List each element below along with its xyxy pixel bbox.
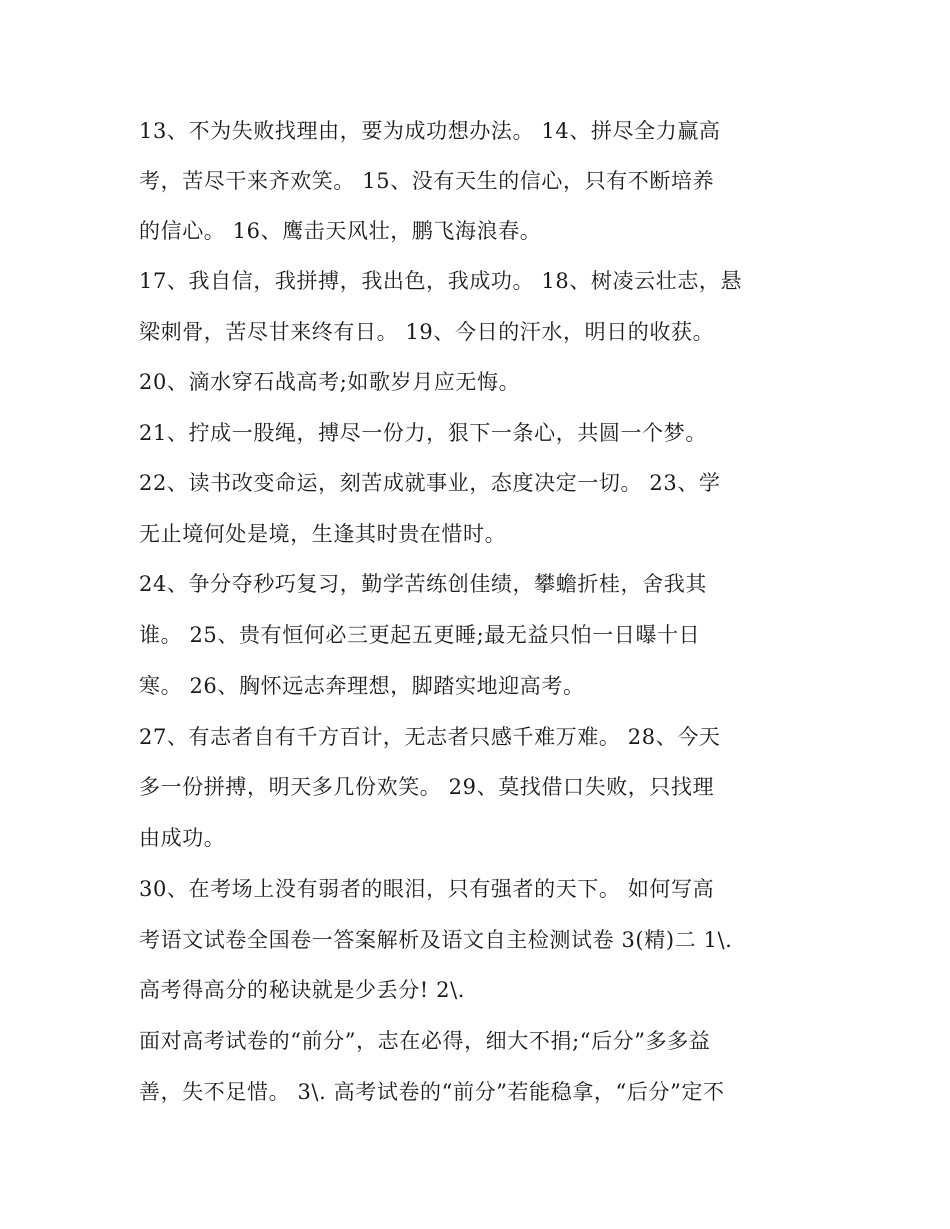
text-line: 24、争分夺秒巧复习，勤学苦练创佳绩，攀蟾折桂，舍我其 (139, 572, 707, 596)
text-line: 多一份拼搏，明天多几份欢笑。 29、莫找借口失败，只找理 (139, 775, 715, 799)
text-line: 30、在考场上没有弱者的眼泪，只有强者的天下。 如何写高 (139, 877, 715, 901)
text-line: 21、拧成一股绳，搏尽一份力，狠下一条心，共圆一个梦。 (139, 421, 707, 445)
text-line: 17、我自信，我拼搏，我出色，我成功。 18、树凌云壮志，悬 (139, 269, 743, 293)
text-line: 善，失不足惜。 3\. 高考试卷的“前分”若能稳拿，“后分”定不 (139, 1080, 725, 1104)
text-line: 22、读书改变命运，刻苦成就事业，态度决定一切。 23、学 (139, 471, 721, 495)
text-line: 由成功。 (139, 826, 226, 850)
text-line: 寒。 26、胸怀远志奔理想，脚踏实地迎高考。 (139, 674, 585, 698)
text-line: 的信心。 16、鹰击天风壮，鹏飞海浪春。 (139, 219, 542, 243)
text-line: 13、不为失败找理由，要为成功想办法。 14、拼尽全力赢高 (139, 119, 721, 143)
text-line: 考，苦尽干来齐欢笑。 15、没有天生的信心，只有不断培养 (139, 169, 715, 193)
text-line: 梁刺骨，苦尽甘来终有日。 19、今日的汗水，明日的收获。 (139, 320, 715, 344)
text-line: 谁。 25、贵有恒何必三更起五更睡;最无益只怕一日曝十日 (139, 623, 701, 647)
text-line: 27、有志者自有千方百计，无志者只感千难万难。 28、今天 (139, 725, 721, 749)
text-line: 考语文试卷全国卷一答案解析及语文自主检测试卷 3(精)二 1\. (139, 928, 733, 952)
text-line: 20、滴水穿石战高考;如歌岁月应无悔。 (139, 370, 521, 394)
text-line: 高考得高分的秘诀就是少丢分! 2\. (139, 978, 466, 1002)
text-line: 无止境何处是境，生逢其时贵在惜时。 (139, 522, 507, 546)
text-line: 面对高考试卷的“前分”，志在必得，细大不捐;“后分”多多益 (139, 1029, 711, 1053)
